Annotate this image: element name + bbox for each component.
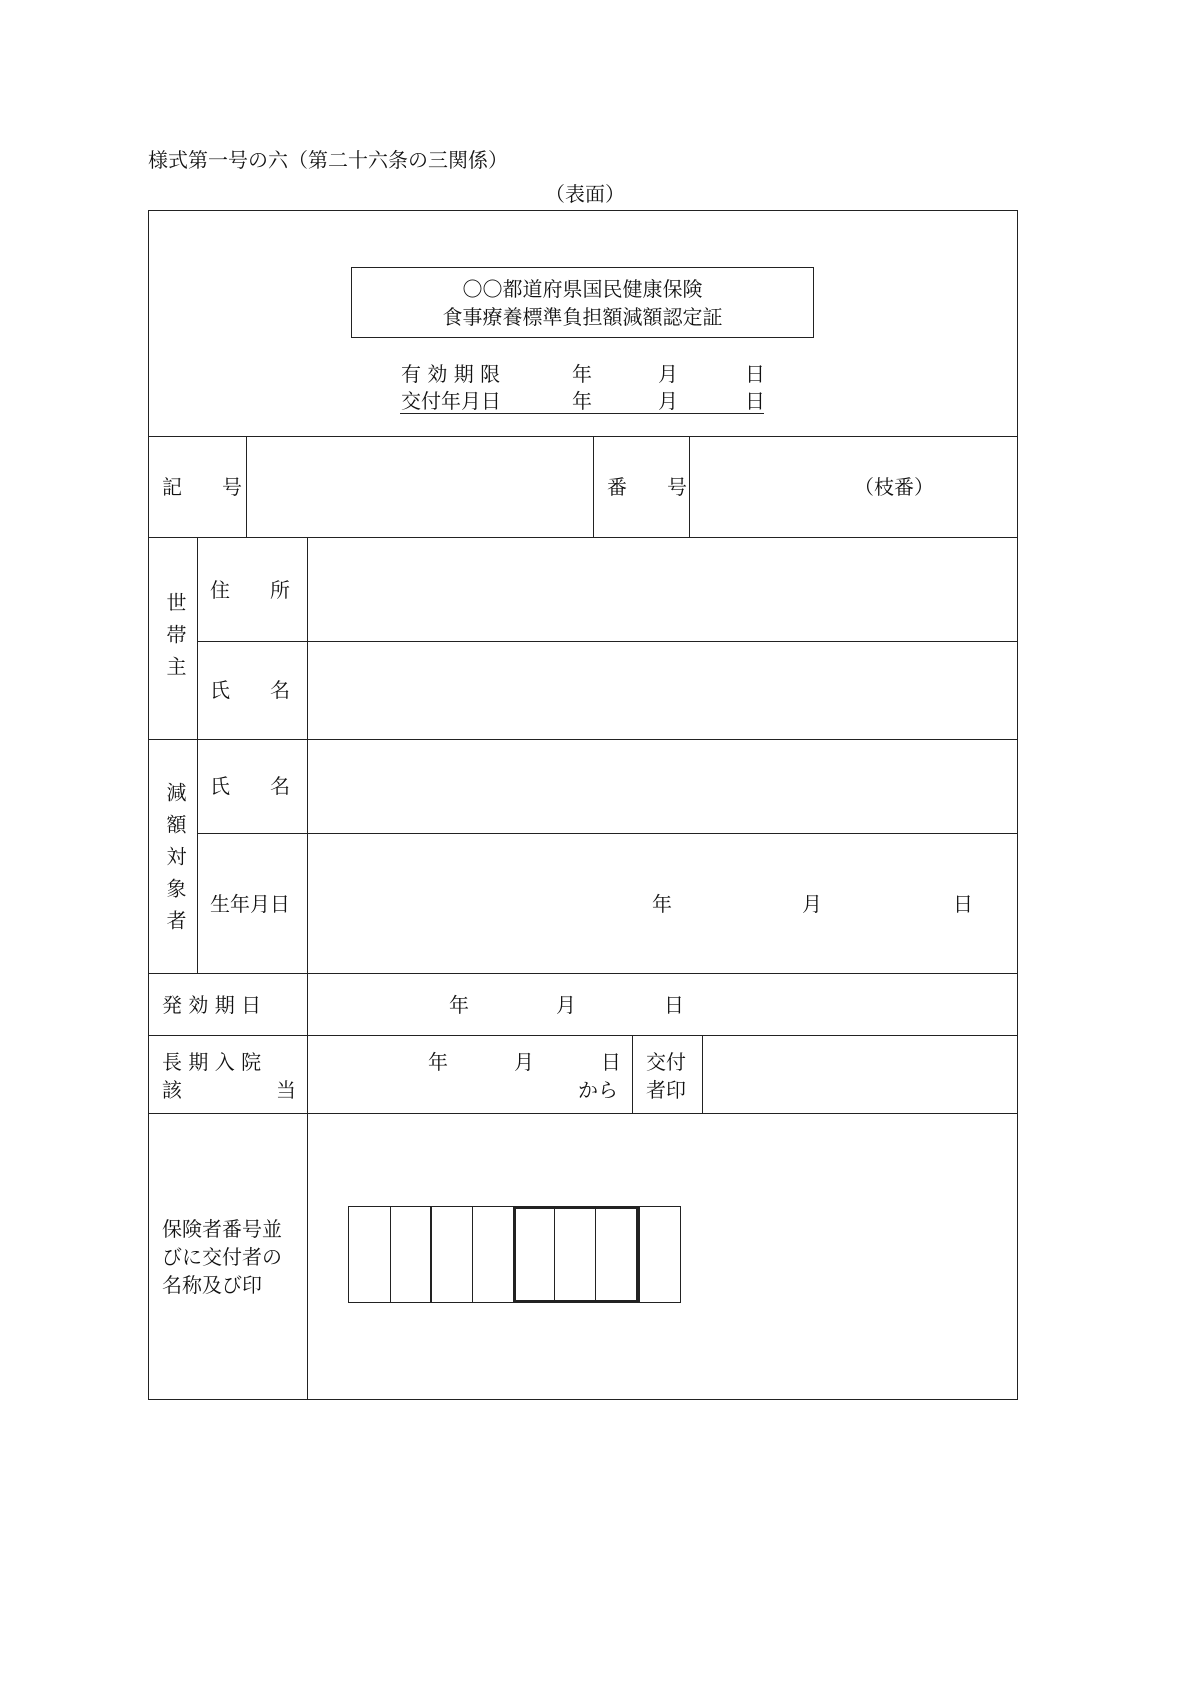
col-divider bbox=[702, 1035, 703, 1113]
issue-month: 月 bbox=[658, 389, 678, 413]
insurer-number-cell[interactable] bbox=[472, 1207, 514, 1302]
long-term-from: から bbox=[578, 1078, 618, 1102]
long-term-month: 月 bbox=[514, 1050, 534, 1074]
col-divider bbox=[307, 537, 308, 1400]
row-divider bbox=[148, 537, 1018, 538]
insurer-label-line2: びに交付者の bbox=[162, 1245, 282, 1269]
head-name-label: 氏 名 bbox=[210, 678, 290, 702]
birth-year: 年 bbox=[652, 892, 672, 916]
expiry-month: 月 bbox=[658, 362, 678, 386]
birth-day: 日 bbox=[953, 892, 973, 916]
title-line1: 〇〇都道府県国民健康保険 bbox=[462, 277, 703, 301]
long-term-day: 日 bbox=[601, 1050, 621, 1074]
reduction-target-label: 減額対象者 bbox=[163, 782, 187, 942]
household-head-label: 世帯主 bbox=[163, 592, 187, 688]
long-term-year: 年 bbox=[428, 1050, 448, 1074]
number-label: 番 号 bbox=[607, 475, 687, 499]
row-divider bbox=[197, 641, 1018, 642]
effective-date-label: 発 効 期 日 bbox=[162, 993, 262, 1017]
row-divider bbox=[148, 973, 1018, 974]
col-divider bbox=[632, 1035, 633, 1113]
effective-month: 月 bbox=[556, 993, 576, 1017]
side-label: （表面） bbox=[545, 182, 625, 206]
insurer-label-line3: 名称及び印 bbox=[162, 1273, 262, 1297]
symbol-label: 記 号 bbox=[162, 475, 242, 499]
form-label: 様式第一号の六（第二十六条の三関係） bbox=[148, 148, 508, 172]
row-divider bbox=[148, 739, 1018, 740]
target-name-label: 氏 名 bbox=[210, 774, 290, 798]
long-term-label-line2-b: 当 bbox=[276, 1078, 296, 1102]
birth-date-label: 生年月日 bbox=[210, 892, 290, 916]
row-divider bbox=[148, 1113, 1018, 1114]
issuer-seal-label-line1: 交付 bbox=[646, 1050, 686, 1074]
insurer-label-line1: 保険者番号並 bbox=[162, 1217, 282, 1241]
expiry-day: 日 bbox=[745, 362, 765, 386]
long-term-label-line2-a: 該 bbox=[162, 1078, 182, 1102]
row-divider bbox=[197, 833, 1018, 834]
address-label: 住 所 bbox=[210, 578, 290, 602]
effective-year: 年 bbox=[449, 993, 469, 1017]
expiry-year: 年 bbox=[572, 362, 592, 386]
issuer-seal-label-line2: 者印 bbox=[646, 1078, 686, 1102]
issue-date-label: 交付年月日 bbox=[401, 389, 501, 413]
insurer-number-cell[interactable] bbox=[431, 1207, 473, 1302]
title-line2: 食事療養標準負担額減額認定証 bbox=[442, 305, 723, 329]
col-divider bbox=[197, 537, 198, 973]
col-divider bbox=[689, 436, 690, 537]
issue-year: 年 bbox=[572, 389, 592, 413]
col-divider bbox=[593, 436, 594, 537]
insurer-number-cell[interactable] bbox=[390, 1207, 432, 1302]
issue-date-underline bbox=[400, 413, 764, 414]
insurer-number-cell[interactable] bbox=[349, 1207, 391, 1302]
issue-day: 日 bbox=[745, 389, 765, 413]
long-term-label-line1: 長 期 入 院 bbox=[162, 1050, 262, 1074]
insurer-number-emphasis bbox=[513, 1206, 640, 1303]
row-divider bbox=[148, 436, 1018, 437]
birth-month: 月 bbox=[802, 892, 822, 916]
row-divider bbox=[148, 1035, 1018, 1036]
expiry-label: 有 効 期 限 bbox=[401, 362, 501, 386]
col-divider bbox=[246, 436, 247, 537]
branch-number-label: （枝番） bbox=[854, 475, 934, 499]
effective-day: 日 bbox=[664, 993, 684, 1017]
insurer-number-cell[interactable] bbox=[636, 1207, 680, 1302]
